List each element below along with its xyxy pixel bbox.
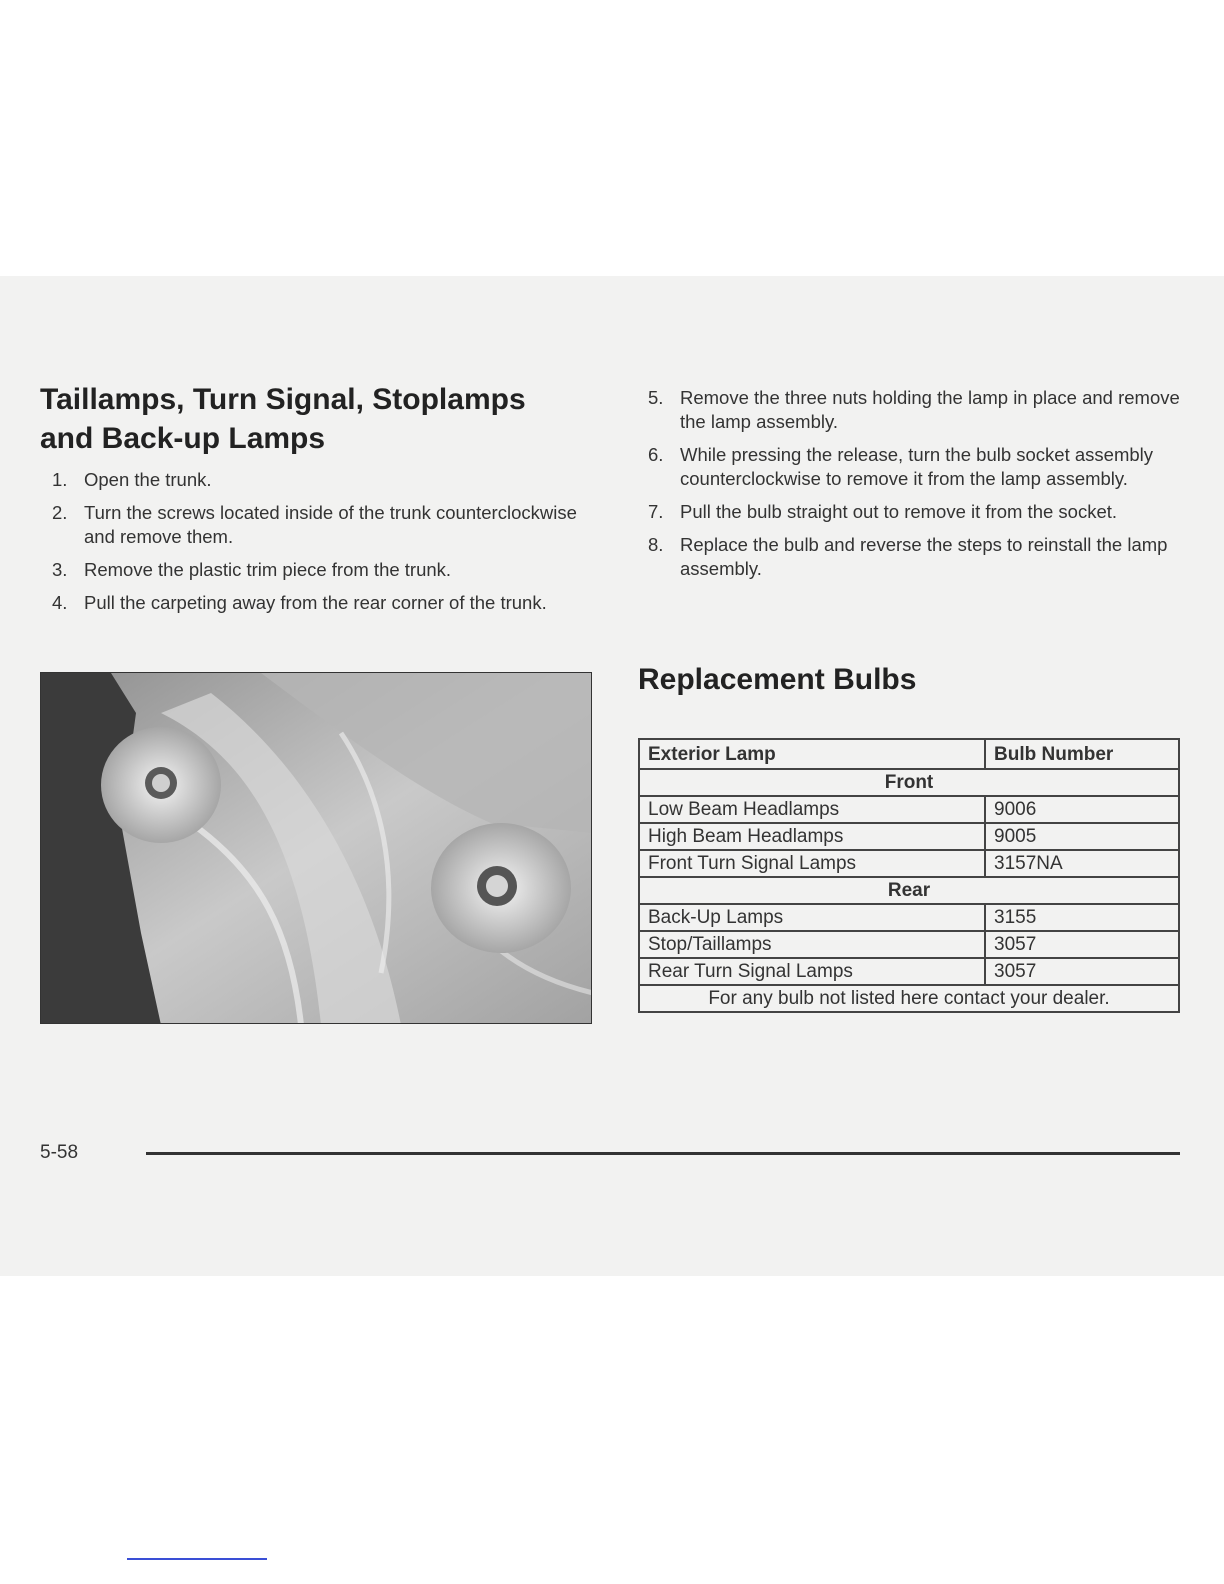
- bulb-cell: 9005: [985, 823, 1179, 850]
- step-number: 6.: [648, 444, 664, 465]
- header-bulb-number: Bulb Number: [985, 739, 1179, 769]
- list-item: [40, 558, 600, 582]
- section-title-line2: and Back-up Lamps: [40, 422, 326, 455]
- step-number: 5.: [648, 387, 664, 408]
- step-text: While pressing the release, turn the bulb socket assembly counterclockwise to remove it from the lamp assembly.: [680, 444, 1154, 489]
- list-item: [638, 500, 1183, 524]
- trunk-screws-photo: [40, 672, 592, 1024]
- group-rear: Rear: [639, 877, 1179, 904]
- dealer-note: For any bulb not listed here contact your dealer.: [639, 985, 1179, 1012]
- right-column: [638, 386, 1183, 590]
- bottom-link-underline[interactable]: [127, 1558, 267, 1560]
- table-row: [639, 931, 1179, 958]
- step-text: Pull the bulb straight out to remove it from the socket.: [680, 501, 1118, 522]
- steps-list-right: [638, 386, 1183, 581]
- lamp-cell: Back-Up Lamps: [639, 904, 985, 931]
- lamp-cell: High Beam Headlamps: [639, 823, 985, 850]
- bulb-table: [638, 738, 1180, 1013]
- table-note-row: [639, 985, 1179, 1012]
- trunk-screws-illustration: [41, 673, 592, 1024]
- list-item: [638, 533, 1183, 581]
- step-number: 8.: [648, 534, 664, 555]
- footer-divider: [146, 1152, 1180, 1155]
- step-number: 7.: [648, 501, 664, 522]
- list-item: [638, 443, 1183, 491]
- step-text: Turn the screws located inside of the trunk counterclockwise and remove them.: [84, 502, 577, 547]
- bulb-cell: 3057: [985, 931, 1179, 958]
- list-item: [40, 501, 600, 549]
- section-title-line1: Taillamps, Turn Signal, Stoplamps: [40, 383, 526, 416]
- list-item: [40, 468, 600, 492]
- step-text: Open the trunk.: [84, 469, 212, 490]
- lamp-cell: Front Turn Signal Lamps: [639, 850, 985, 877]
- lamp-cell: Rear Turn Signal Lamps: [639, 958, 985, 985]
- list-item: [638, 386, 1183, 434]
- table-row: [639, 850, 1179, 877]
- step-number: 4.: [52, 592, 68, 613]
- step-text: Pull the carpeting away from the rear corner of the trunk.: [84, 592, 547, 613]
- table-row: [639, 904, 1179, 931]
- step-number: 1.: [52, 469, 68, 490]
- steps-list-left: [40, 468, 600, 615]
- bulb-cell: 3057: [985, 958, 1179, 985]
- table-row: [639, 823, 1179, 850]
- step-number: 2.: [52, 502, 68, 523]
- list-item: [40, 591, 600, 615]
- bulb-cell: 9006: [985, 796, 1179, 823]
- table-group-row: [639, 769, 1179, 796]
- section-title: [40, 380, 600, 458]
- table-row: [639, 958, 1179, 985]
- bulb-cell: 3155: [985, 904, 1179, 931]
- table-header-row: [639, 739, 1179, 769]
- bulb-cell: 3157NA: [985, 850, 1179, 877]
- replacement-bulbs-title: Replacement Bulbs: [638, 663, 917, 696]
- lamp-cell: Low Beam Headlamps: [639, 796, 985, 823]
- lamp-cell: Stop/Taillamps: [639, 931, 985, 958]
- step-text: Remove the plastic trim piece from the trunk.: [84, 559, 452, 580]
- table-row: [639, 796, 1179, 823]
- step-text: Remove the three nuts holding the lamp in place and remove the lamp assembly.: [680, 387, 1180, 432]
- table-group-row: [639, 877, 1179, 904]
- page-number: 5-58: [40, 1142, 79, 1163]
- group-front: Front: [639, 769, 1179, 796]
- step-text: Replace the bulb and reverse the steps to reinstall the lamp assembly.: [680, 534, 1168, 579]
- left-column: [40, 380, 600, 624]
- header-exterior-lamp: Exterior Lamp: [639, 739, 985, 769]
- step-number: 3.: [52, 559, 68, 580]
